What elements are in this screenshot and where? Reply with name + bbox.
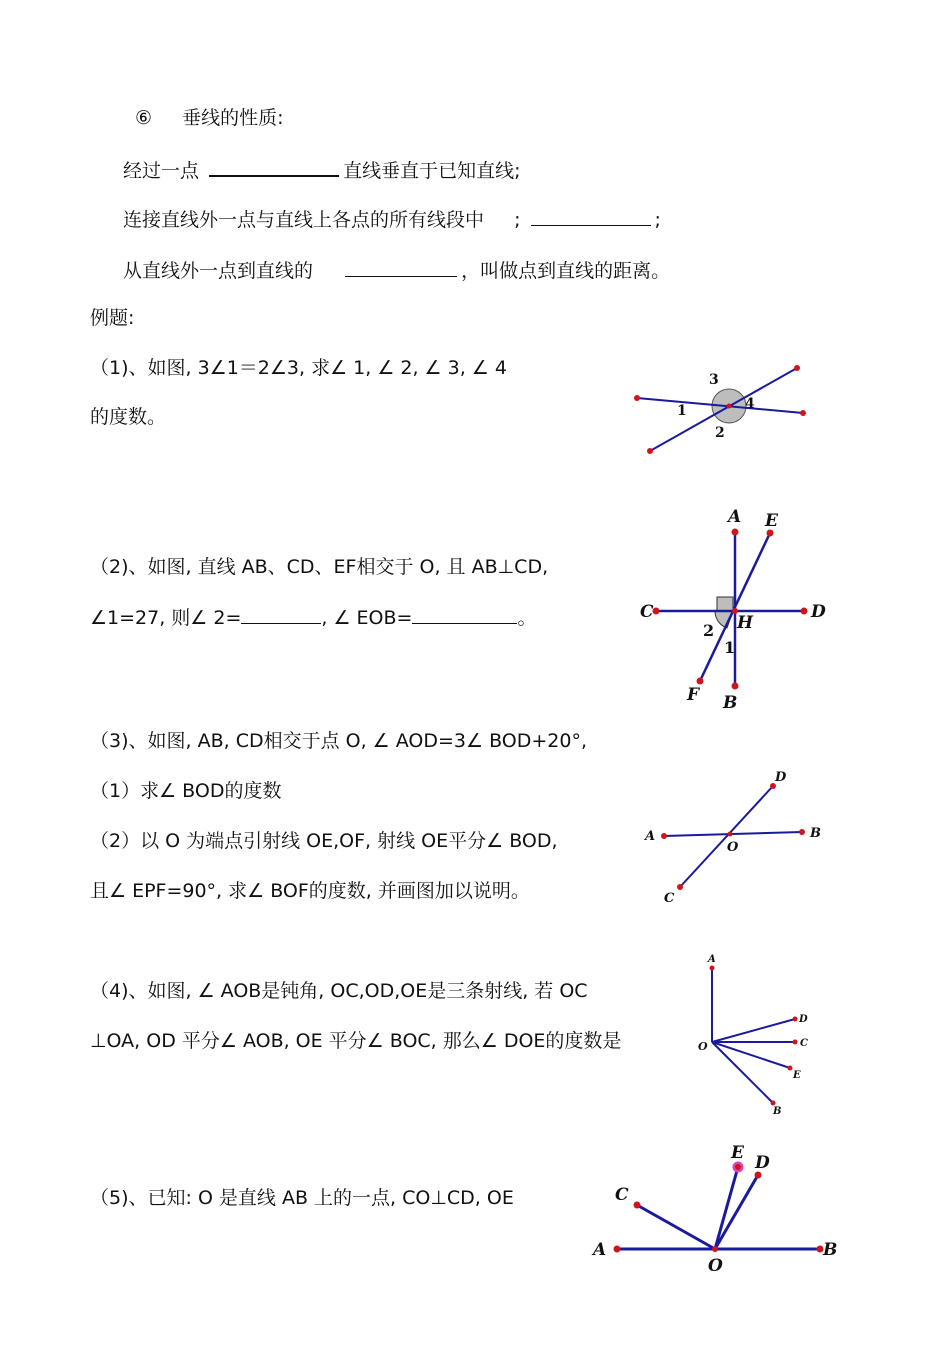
property-1-text-b: 直线垂直于已知直线;: [343, 160, 521, 182]
q3-point-c: [677, 884, 683, 890]
q2-label-a: A: [728, 507, 742, 527]
q3-label-c: C: [664, 891, 675, 906]
property-2-text-a: 连接直线外一点与直线上各点的所有线段中: [123, 209, 485, 231]
q2-label-d: D: [811, 602, 826, 622]
q3-point-a: [661, 833, 667, 839]
q4-figure: [695, 950, 825, 1120]
q2-point-f: [697, 678, 704, 685]
examples-label: 例题:: [90, 307, 135, 329]
q3-point-b: [799, 829, 805, 835]
q2-blank-angle-eob[interactable]: [412, 605, 517, 624]
q4-line-2: ⊥OA, OD 平分∠ AOB, OE 平分∠ BOC, 那么∠ DOE的度数是: [90, 1030, 622, 1052]
q2-text-a: ∠1=27, 则∠ 2=: [90, 607, 242, 629]
q1-line-1: （1)、如图, 3∠1＝2∠3, 求∠ 1, ∠ 2, ∠ 3, ∠ 4: [90, 357, 507, 379]
q3-line-4: 且∠ EPF=90°, 求∠ BOF的度数, 并画图加以说明。: [90, 880, 530, 902]
q4-label-o: O: [698, 1040, 708, 1053]
q5-point-a: [614, 1246, 621, 1253]
q3-label-b: B: [810, 826, 821, 841]
q3-line-2: （1）求∠ BOD的度数: [90, 780, 282, 802]
q4-ray-od: [712, 1019, 795, 1042]
q2-point-d: [801, 608, 808, 615]
q4-label-b: B: [773, 1106, 782, 1117]
q5-label-o: O: [708, 1256, 723, 1276]
q2-label-1: 1: [724, 638, 736, 657]
q4-label-d: D: [799, 1014, 808, 1025]
q4-label-a: A: [708, 954, 716, 965]
q1-point-center: [727, 404, 732, 409]
q4-point-a: [710, 966, 715, 971]
q2-label-2: 2: [703, 621, 715, 640]
q5-line-1: （5)、已知: O 是直线 AB 上的一点, CO⊥CD, OE: [90, 1187, 514, 1209]
q3-line-1: （3)、如图, AB, CD相交于点 O, ∠ AOD=3∠ BOD+20°,: [90, 730, 587, 752]
q1-point: [794, 365, 800, 371]
q4-label-c: C: [800, 1038, 808, 1049]
property-line-2: [123, 207, 661, 232]
q2-text-b: , ∠ EOB=: [321, 607, 413, 629]
q5-label-b: B: [823, 1240, 838, 1260]
fill-blank-2[interactable]: [531, 207, 651, 226]
q5-label-d: D: [755, 1153, 770, 1173]
q5-figure: [585, 1140, 845, 1280]
q5-ray-oc: [637, 1205, 715, 1249]
q4-point-e: [788, 1066, 793, 1071]
q1-figure: [625, 355, 845, 465]
property-line-3: [123, 258, 670, 283]
q5-label-e: E: [731, 1143, 744, 1163]
q5-point-e: [735, 1164, 741, 1170]
q2-label-c: C: [640, 602, 654, 622]
q2-blank-angle2[interactable]: [241, 605, 321, 624]
property-2-semicolon-2: ;: [654, 209, 661, 231]
q3-line-cd: [680, 786, 773, 887]
q2-line-1: （2)、如图, 直线 AB、CD、EF相交于 O, 且 AB⊥CD,: [90, 556, 549, 578]
q1-line-2: 的度数。: [90, 406, 167, 428]
q5-label-a: A: [593, 1240, 607, 1260]
q4-line-1: （4)、如图, ∠ AOB是钝角, OC,OD,OE是三条射线, 若 OC: [90, 980, 588, 1002]
q5-point-c: [634, 1202, 641, 1209]
section-heading: [135, 106, 284, 130]
q5-ray-oe: [715, 1167, 738, 1249]
section-marker: ⑥: [135, 107, 153, 129]
q2-label-f: F: [687, 685, 700, 705]
fill-blank-3[interactable]: [345, 258, 457, 277]
q5-ray-od: [715, 1175, 758, 1249]
q1-angle-label-1: 1: [677, 403, 687, 419]
q2-point-b: [732, 683, 739, 690]
q2-text-c: 。: [517, 607, 537, 629]
q3-label-d: D: [775, 770, 787, 785]
property-3-text-a: 从直线外一点到直线的: [123, 260, 314, 282]
q3-point-o: [728, 832, 733, 837]
q1-angle-label-3: 3: [709, 372, 719, 388]
q4-point-c: [793, 1040, 798, 1045]
q1-angle-label-4: 4: [745, 396, 755, 412]
q2-figure: [635, 505, 835, 713]
q3-label-a: A: [645, 829, 656, 844]
fill-blank-1[interactable]: [209, 157, 339, 177]
q1-point: [800, 410, 806, 416]
q4-point-d: [793, 1017, 798, 1022]
q5-label-c: C: [615, 1185, 629, 1205]
q3-line-3: （2）以 O 为端点引射线 OE,OF, 射线 OE平分∠ BOD,: [90, 830, 558, 852]
property-3-text-b: ，叫做点到直线的距离。: [461, 260, 671, 282]
section-title: 垂线的性质:: [182, 107, 284, 129]
q1-point: [647, 448, 653, 454]
q4-label-e: E: [793, 1070, 801, 1081]
q2-label-h: H: [737, 613, 754, 633]
q1-angle-label-2: 2: [715, 425, 725, 441]
q3-line-ab: [664, 832, 802, 836]
q2-label-b: B: [723, 693, 738, 713]
q2-point-a: [732, 529, 739, 536]
q5-point-o: [712, 1246, 718, 1252]
property-1-text-a: 经过一点: [123, 160, 200, 182]
q4-point-b: [771, 1101, 776, 1106]
q2-right-angle-mark: [717, 597, 733, 611]
q2-label-e: E: [765, 511, 778, 531]
q3-label-o: O: [727, 840, 739, 855]
q1-point: [634, 395, 640, 401]
property-2-semicolon-1: ;: [514, 209, 521, 231]
property-line-1: [123, 157, 520, 183]
q3-figure: [640, 765, 830, 905]
q2-line-2: [90, 605, 536, 630]
q2-point-c: [653, 608, 660, 615]
